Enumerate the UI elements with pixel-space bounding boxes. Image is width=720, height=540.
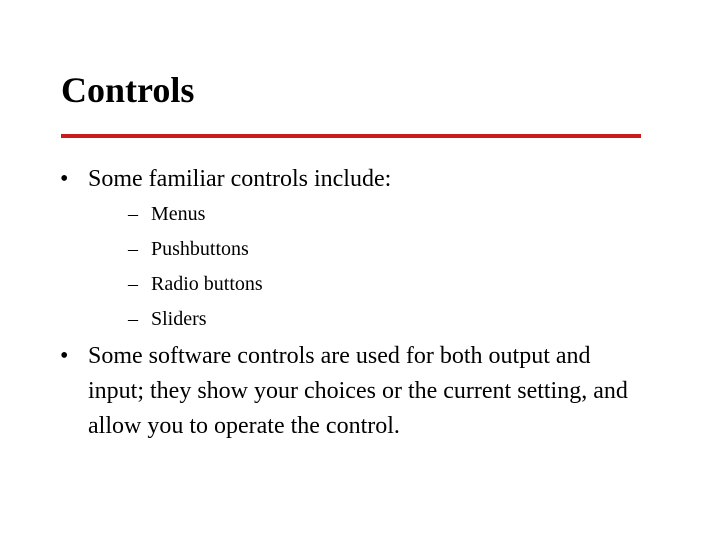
bullet-icon: • <box>60 166 69 192</box>
sub-item-text: Pushbuttons <box>151 238 249 260</box>
dash-icon: – <box>128 308 138 330</box>
bullet-text: Some familiar controls include: <box>88 166 392 192</box>
title-divider <box>61 134 641 138</box>
slide-title: Controls <box>61 70 195 110</box>
bullet-icon: • <box>60 343 69 369</box>
dash-icon: – <box>128 273 138 295</box>
dash-icon: – <box>128 203 138 225</box>
bullet-text: Some software controls are used for both output and input; they show your choices or the current setting, and allow you to operate the control. <box>88 343 628 439</box>
sub-item-text: Sliders <box>151 308 207 330</box>
dash-icon: – <box>128 238 138 260</box>
sub-item-text: Radio buttons <box>151 273 263 295</box>
sub-item-text: Menus <box>151 203 206 225</box>
